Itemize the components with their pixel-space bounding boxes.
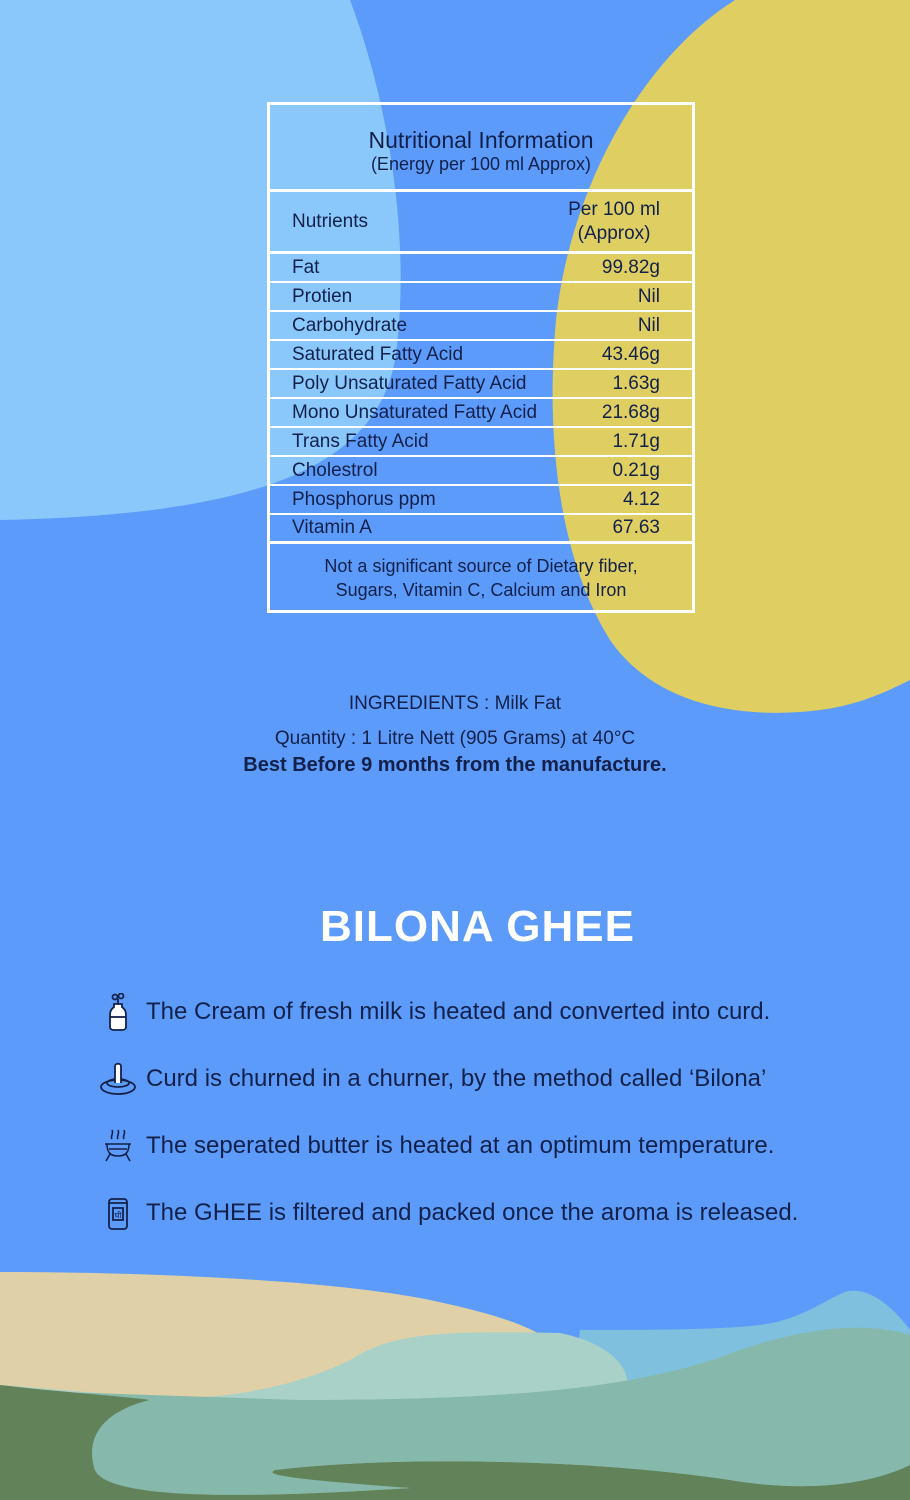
footnote-line2: Sugars, Vitamin C, Calcium and Iron xyxy=(335,580,627,600)
process-step xyxy=(98,1193,798,1233)
nutrient-name: Protien xyxy=(292,285,353,307)
table-row xyxy=(270,457,692,486)
svg-text:घी: घी xyxy=(114,1211,122,1220)
process-step xyxy=(98,1059,798,1099)
nutrition-table-header xyxy=(270,105,692,192)
table-row xyxy=(270,283,692,312)
best-before-text: Best Before 9 months from the manufacture. xyxy=(243,754,667,776)
step-text: The Cream of fresh milk is heated and converted into curd. xyxy=(146,998,771,1025)
step-text: Curd is churned in a churner, by the method called ‘Bilona’ xyxy=(146,1065,767,1092)
column-header-value-line2: (Approx) xyxy=(577,222,651,244)
section-heading: BILONA GHEE xyxy=(320,902,635,951)
nutrition-table xyxy=(267,102,695,613)
milk-bottle-icon xyxy=(98,992,138,1032)
footnote-line1: Not a significant source of Dietary fiber, xyxy=(324,556,638,576)
nutrient-value: 21.68g xyxy=(601,401,660,423)
process-steps-list xyxy=(98,992,798,1260)
quantity-text: Quantity : 1 Litre Nett (905 Grams) at 40°C xyxy=(274,728,636,749)
step-text: The GHEE is filtered and packed once the aroma is released. xyxy=(146,1199,799,1226)
churner-icon xyxy=(98,1059,138,1099)
nutrition-subtitle: (Energy per 100 ml Approx) xyxy=(370,154,592,174)
nutrient-value: 43.46g xyxy=(601,343,660,365)
nutrient-value: 67.63 xyxy=(612,517,660,538)
nutrient-value: Nil xyxy=(637,314,660,336)
table-row xyxy=(270,486,692,515)
nutrient-name: Saturated Fatty Acid xyxy=(292,343,464,365)
table-row xyxy=(270,428,692,457)
table-row xyxy=(270,399,692,428)
nutrient-value: 0.21g xyxy=(612,459,660,481)
nutrient-value: 1.71g xyxy=(612,430,660,452)
nutrient-name: Cholestrol xyxy=(292,459,378,481)
nutrient-name: Vitamin A xyxy=(292,517,372,538)
nutrition-footnote xyxy=(270,544,692,610)
ghee-jar-icon xyxy=(98,1193,138,1233)
table-row xyxy=(270,341,692,370)
nutrient-name: Carbohydrate xyxy=(292,314,408,336)
column-header-row xyxy=(270,192,692,254)
nutrient-value: Nil xyxy=(637,285,660,307)
ingredients-text: INGREDIENTS : Milk Fat xyxy=(348,693,562,714)
cooking-pot-icon xyxy=(98,1126,138,1166)
table-row xyxy=(270,312,692,341)
column-header-value-line1: Per 100 ml xyxy=(568,198,660,220)
table-row xyxy=(270,254,692,283)
process-step xyxy=(98,1126,798,1166)
column-header-value xyxy=(568,198,660,246)
nutrient-value: 1.63g xyxy=(612,372,660,394)
nutrient-name: Phosphorus ppm xyxy=(292,488,436,510)
step-text: The seperated butter is heated at an optimum temperature. xyxy=(146,1132,775,1159)
table-row xyxy=(270,370,692,399)
nutrition-title: Nutritional Information xyxy=(368,127,594,153)
nutrient-name: Trans Fatty Acid xyxy=(292,430,429,452)
nutrient-name: Mono Unsaturated Fatty Acid xyxy=(292,401,538,423)
nutrient-value: 99.82g xyxy=(601,256,660,278)
nutrient-name: Fat xyxy=(292,256,320,278)
nutrient-value: 4.12 xyxy=(623,488,660,510)
nutrient-name: Poly Unsaturated Fatty Acid xyxy=(292,372,527,394)
column-header-nutrients: Nutrients xyxy=(292,210,369,232)
table-row xyxy=(270,515,692,544)
process-step xyxy=(98,992,798,1032)
